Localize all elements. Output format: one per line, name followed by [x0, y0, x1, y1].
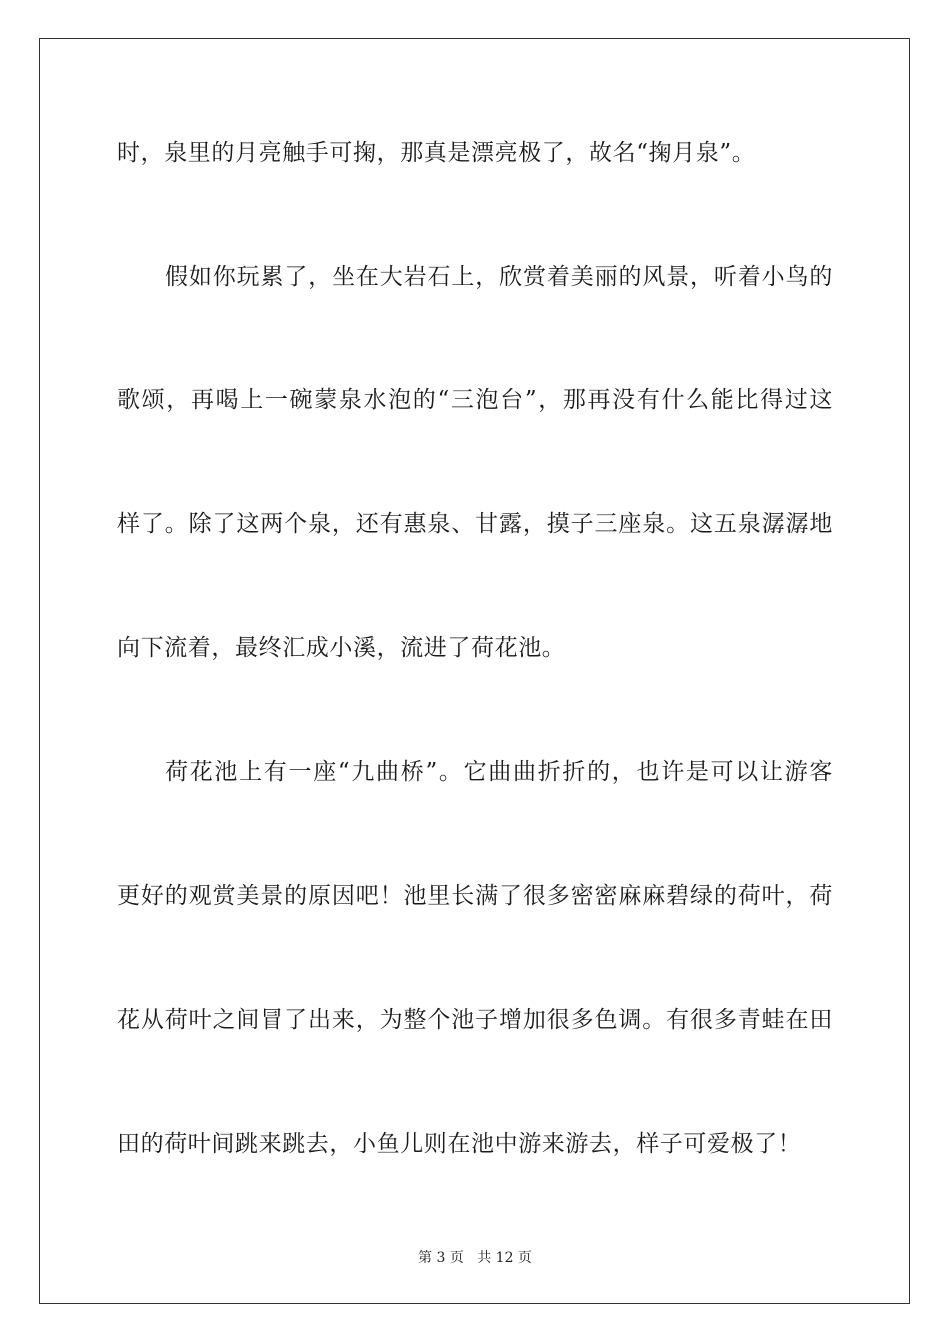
- text-line-2: 假如你玩累了，坐在大岩石上，欣赏着美丽的风景，听着小鸟的: [165, 264, 833, 290]
- page-footer: [0, 1249, 950, 1267]
- page-total: 共 12 页: [477, 1250, 532, 1266]
- page-border: [39, 38, 910, 1304]
- text-line-3: 歌颂，再喝上一碗蒙泉水泡的“三泡台”，那再没有什么能比得过这: [117, 387, 833, 413]
- text-line-1: 时，泉里的月亮触手可掬，那真是漂亮极了，故名“掬月泉”。: [117, 140, 756, 166]
- text-line-5: 向下流着，最终汇成小溪，流进了荷花池。: [117, 635, 566, 661]
- text-line-9: 田的荷叶间跳来跳去，小鱼儿则在池中游来游去，样子可爱极了！: [117, 1131, 802, 1157]
- text-line-8: 花从荷叶之间冒了出来，为整个池子增加很多色调。有很多青蛙在田: [117, 1007, 833, 1033]
- page-number: 第 3 页: [418, 1250, 464, 1266]
- text-line-6: 荷花池上有一座“九曲桥”。它曲曲折折的，也许是可以让游客: [165, 759, 833, 785]
- text-line-7: 更好的观赏美景的原因吧！池里长满了很多密密麻麻碧绿的荷叶，荷: [117, 883, 833, 909]
- text-line-4: 样了。除了这两个泉，还有惠泉、甘露，摸子三座泉。这五泉潺潺地: [117, 511, 833, 537]
